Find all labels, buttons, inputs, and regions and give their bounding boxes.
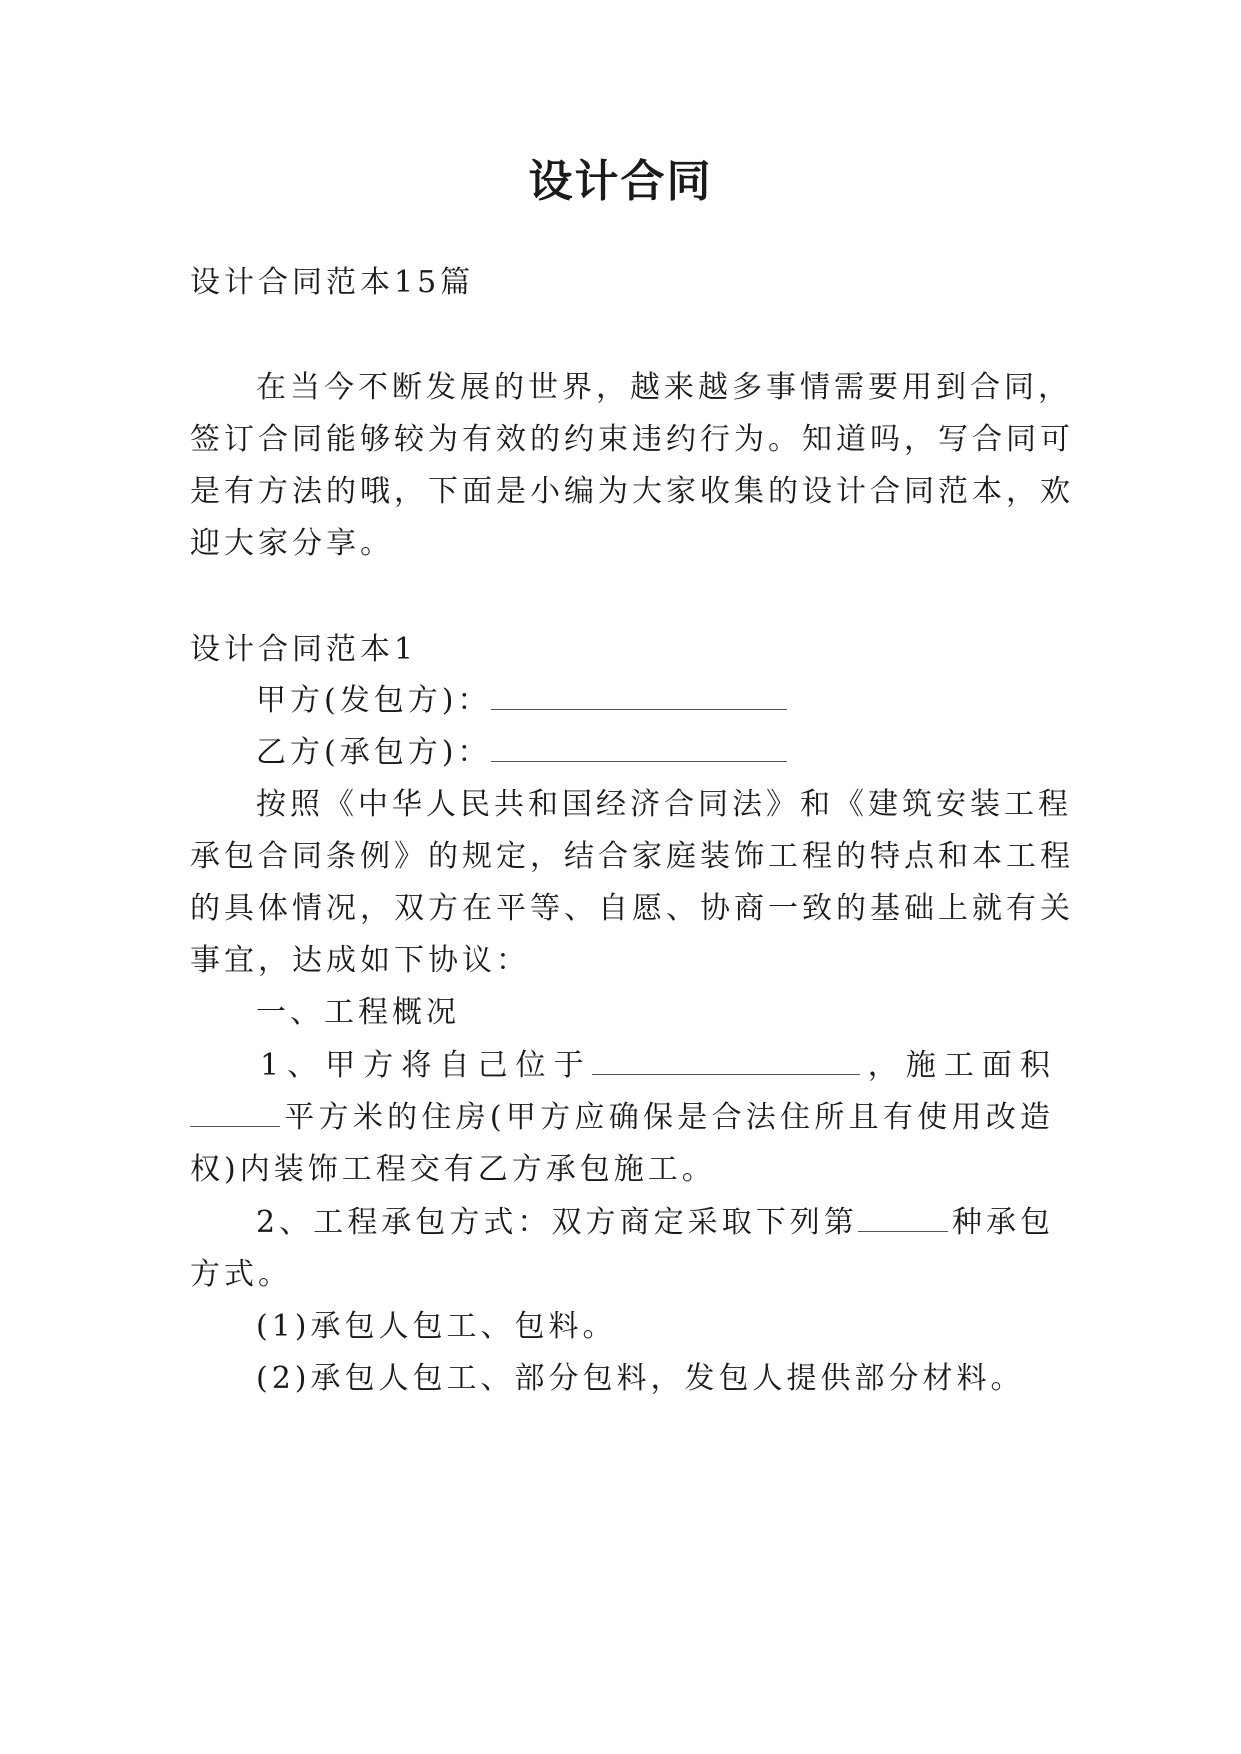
item2-prefix: 2、工程承包方式：双方商定采取下列第 bbox=[256, 1205, 858, 1240]
party-b-label: 乙方(承包方)： bbox=[256, 735, 492, 770]
item1-line-1 bbox=[260, 1046, 1050, 1086]
intro-line-4: 迎大家分享。 bbox=[190, 526, 394, 561]
para1-line-1: 按照《中华人民共和国经济合同法》和《建筑安装工程 bbox=[256, 787, 1072, 822]
item1-prefix: 1、甲方将自己位于 bbox=[260, 1048, 592, 1083]
party-a-blank bbox=[491, 681, 787, 710]
item1-line2-text: 平方米的住房(甲方应确保是合法住所且有使用改造 bbox=[280, 1100, 1050, 1135]
item2-line-2: 方式。 bbox=[190, 1257, 292, 1292]
para1-line-2: 承包合同条例》的规定，结合家庭装饰工程的特点和本工程 bbox=[190, 839, 1074, 874]
party-a-label: 甲方(发包方)： bbox=[256, 683, 492, 718]
item1-line-2 bbox=[190, 1098, 1050, 1138]
item1-area-blank bbox=[190, 1098, 280, 1127]
item1-suffix: ，施工面积 bbox=[859, 1048, 1050, 1083]
section-heading: 设计合同范本1 bbox=[190, 632, 418, 667]
party-b-blank bbox=[491, 733, 787, 762]
item1-line-3: 权)内装饰工程交有乙方承包施工。 bbox=[190, 1152, 716, 1187]
party-a-line bbox=[256, 681, 1050, 721]
intro-line-1: 在当今不断发展的世界，越来越多事情需要用到合同， bbox=[256, 370, 1072, 405]
para1-line-3: 的具体情况，双方在平等、自愿、协商一致的基础上就有关 bbox=[190, 891, 1074, 926]
intro-line-2: 签订合同能够较为有效的约束违约行为。知道吗，写合同可 bbox=[190, 422, 1074, 457]
document-subtitle: 设计合同范本15篇 bbox=[190, 265, 475, 300]
document-title: 设计合同 bbox=[528, 156, 713, 207]
item2-type-blank bbox=[858, 1203, 948, 1232]
para1-line-4: 事宜，达成如下协议： bbox=[190, 943, 530, 978]
intro-line-3: 是有方法的哦，下面是小编为大家收集的设计合同范本，欢 bbox=[190, 474, 1074, 509]
item2-suffix: 种承包 bbox=[947, 1205, 1051, 1240]
clause1-heading: 一、工程概况 bbox=[256, 995, 460, 1030]
item2-line-1 bbox=[256, 1203, 1050, 1243]
party-b-line bbox=[256, 733, 1050, 773]
item1-location-blank bbox=[592, 1046, 860, 1075]
option-2: (2)承包人包工、部分包料，发包人提供部分材料。 bbox=[256, 1361, 1025, 1396]
option-1: (1)承包人包工、包料。 bbox=[256, 1309, 617, 1344]
